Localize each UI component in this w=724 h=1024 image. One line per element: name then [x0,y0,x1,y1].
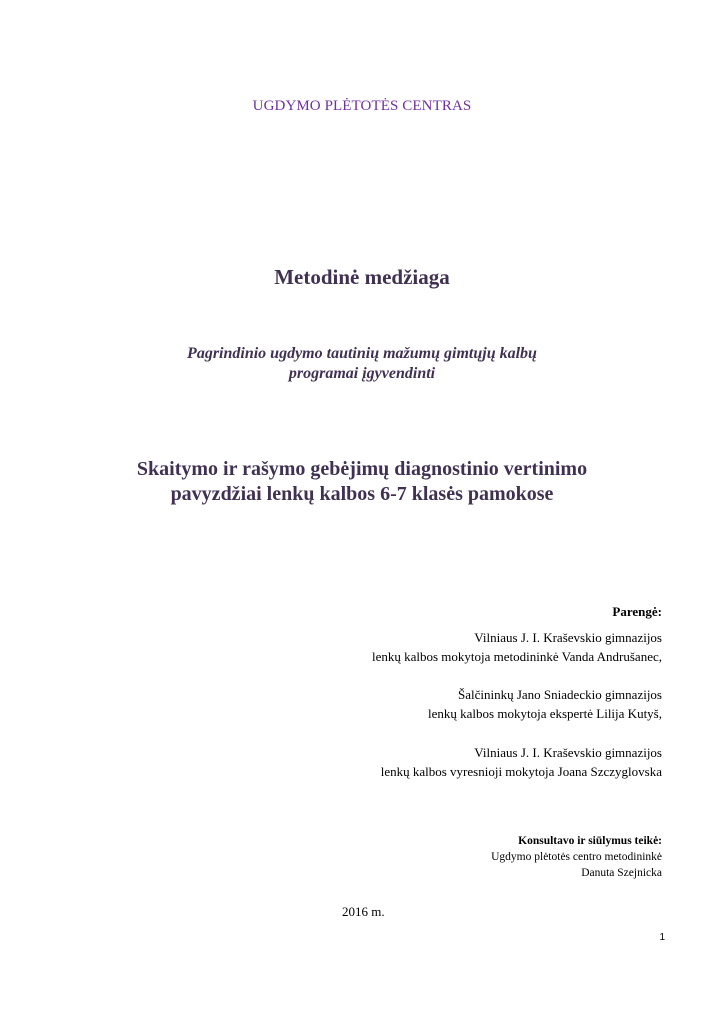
consulted-label: Konsultavo ir siūlymus teikė: [518,835,662,847]
subtitle-line-1: Pagrindinio ugdymo tautinių mažumų gimtųjų kalbų [187,345,537,362]
author-1-role: lenkų kalbos mokytoja metodininkė Vanda Andrušanec, [371,649,662,664]
author-3-role: lenkų kalbos vyresnioji mokytoja Joana Szczyglovska [380,764,662,779]
consulted-block [491,833,662,881]
document-heading [0,457,724,507]
author-2-role: lenkų kalbos mokytoja ekspertė Lilija Kutyš, [428,706,662,721]
organization-name: UGDYMO PLĖTOTĖS CENTRAS [252,98,472,114]
consulted-line-2: Danuta Szejnicka [581,867,662,879]
page-number: 1 [659,932,665,943]
author-block-1 [372,628,662,666]
author-block-3 [381,743,662,781]
document-subtitle [0,344,724,384]
author-1-school: Vilniaus J. I. Kraševskio gimnazijos [474,630,662,645]
heading-line-1: Skaitymo ir rašymo gebėjimų diagnostinio vertinimo [136,458,588,480]
document-title: Metodinė medžiaga [274,265,450,289]
author-block-2 [428,685,662,723]
heading-line-2: pavyzdžiai lenkų kalbos 6-7 klasės pamokose [170,483,554,505]
subtitle-line-2: programai įgyvendinti [288,365,436,382]
document-year: 2016 m. [342,904,385,919]
author-3-school: Vilniaus J. I. Kraševskio gimnazijos [474,745,662,760]
consulted-line-1: Ugdymo plėtotės centro metodininkė [491,851,662,863]
author-2-school: Šalčininkų Jano Sniadeckio gimnazijos [458,687,662,702]
prepared-label: Parengė: [612,604,662,619]
